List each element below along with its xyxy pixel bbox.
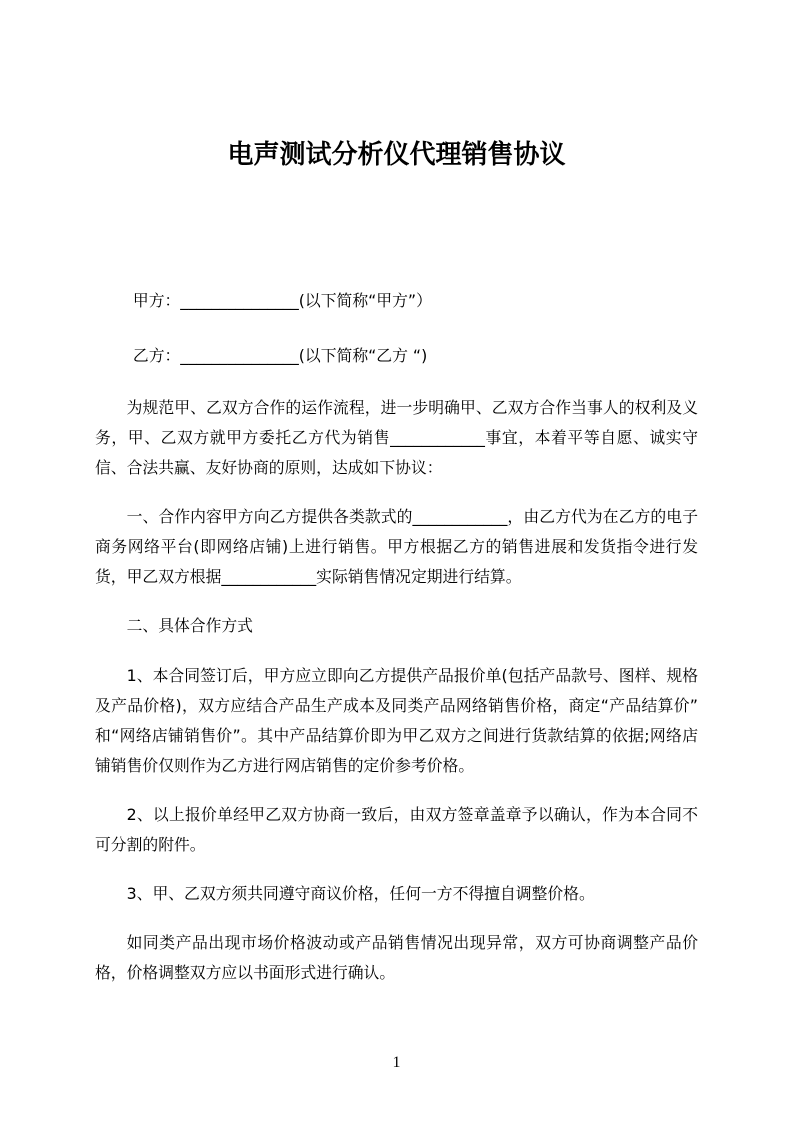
price-adjustment-paragraph: 如同类产品出现市场价格波动或产品销售情况出现异常，双方可协商调整产品价格，价格调整双方应以书面形式进行确认。 [95, 933, 698, 982]
page-number: 1 [392, 1054, 401, 1071]
document-title: 电声测试分析仪代理销售协议 [227, 140, 566, 170]
section-one-cooperation-content: 一、合作内容甲方向乙方提供各类款式的____________，由乙方代为在乙方的电子商务网络平台(即网络店铺)上进行销售。甲方根据乙方的销售进展和发货指令进行发货，甲乙双方根据____________实际销售情况定期进行结算。 [95, 507, 698, 586]
party-b-line: 乙方：_______________(以下简称“乙方 “) [132, 346, 428, 365]
section-two-heading: 二、具体合作方式 [126, 616, 253, 635]
party-a-line: 甲方：_______________(以下简称“甲方”） [132, 291, 432, 310]
clause-1-quotation-sheet: 1、本合同签订后，甲方应立即向乙方提供产品报价单(包括产品款号、图样、规格及产品价格)，双方应结合产品生产成本及同类产品网络销售价格，商定“产品结算价”和“网络店铺销售价”。其中产品结算价即为甲乙双方之间进行货款结算的依据;网络店铺销售价仅则作为乙方进行网店销售的定价参考价格。 [95, 666, 698, 775]
clause-2-attachment-confirmation: 2、以上报价单经甲乙双方协商一致后，由双方签章盖章予以确认，作为本合同不可分割的附件。 [95, 805, 698, 854]
preamble-paragraph: 为规范甲、乙双方合作的运作流程，进一步明确甲、乙双方合作当事人的权利及义务，甲、乙双方就甲方委托乙方代为销售____________事宜，本着平等自愿、诚实守信、合法共赢、友好协商的原则，达成如下协议： [95, 398, 698, 477]
clause-3-price-compliance: 3、甲、乙双方须共同遵守商议价格，任何一方不得擅自调整价格。 [126, 884, 595, 903]
